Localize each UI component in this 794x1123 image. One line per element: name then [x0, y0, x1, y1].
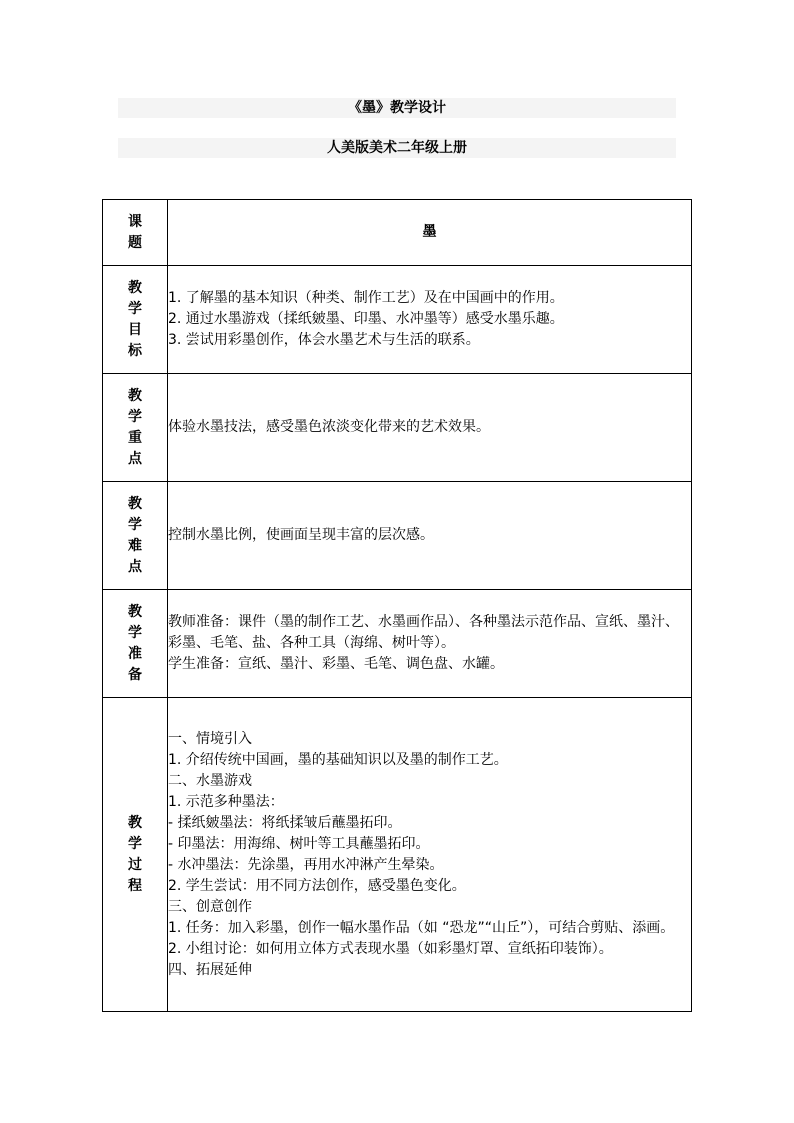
topic-value: 墨 [168, 200, 692, 266]
document-title: 《墨》教学设计 [118, 98, 676, 118]
goal-item: 2. 通过水墨游戏（揉纸皴墨、印墨、水冲墨等）感受水墨乐趣。 [168, 311, 564, 327]
row-topic [103, 200, 692, 266]
label-char: 教 [128, 495, 142, 512]
label-char: 重 [128, 429, 142, 446]
focus-content [168, 374, 692, 482]
label-char: 备 [128, 666, 142, 683]
label-char: 题 [128, 234, 142, 251]
focus-text: 体验水墨技法，感受墨色浓淡变化带来的艺术效果。 [168, 419, 490, 435]
label-char: 准 [128, 645, 142, 662]
row-prep [103, 590, 692, 698]
difficulty-text: 控制水墨比例，使画面呈现丰富的层次感。 [168, 527, 434, 543]
label-char: 学 [128, 835, 142, 852]
label-char: 学 [128, 408, 142, 425]
process-step: 1. 示范多种墨法： [168, 793, 284, 810]
label-char: 学 [128, 516, 142, 533]
label-char: 教 [128, 814, 142, 831]
label-char: 过 [128, 856, 142, 873]
document-subtitle: 人美版美术二年级上册 [118, 138, 676, 158]
label-process [103, 698, 168, 1012]
label-char: 点 [128, 450, 142, 467]
process-step: 1. 介绍传统中国画，墨的基础知识以及墨的制作工艺。 [168, 751, 508, 768]
row-difficulty [103, 482, 692, 590]
process-step: 1. 任务：加入彩墨，创作一幅水墨作品（如 “恐龙”“山丘”），可结合剪贴、添画。 [168, 919, 675, 936]
label-char: 学 [128, 624, 142, 641]
label-char: 标 [128, 342, 142, 359]
label-char: 教 [128, 279, 142, 296]
process-step: - 水冲墨法：先涂墨，再用水冲淋产生晕染。 [168, 856, 444, 873]
label-char: 课 [128, 213, 142, 230]
process-step: - 揉纸皴墨法：将纸揉皱后蘸墨拓印。 [168, 814, 402, 831]
process-content [168, 698, 692, 1012]
label-char: 程 [128, 877, 142, 894]
section-heading: 四、拓展延伸 [168, 961, 252, 978]
label-prep [103, 590, 168, 698]
row-goals [103, 266, 692, 374]
process-step: 2. 学生尝试：用不同方法创作，感受墨色变化。 [168, 877, 466, 894]
row-focus [103, 374, 692, 482]
label-char: 教 [128, 387, 142, 404]
section-heading: 三、创意创作 [168, 898, 252, 915]
label-difficulty [103, 482, 168, 590]
label-focus [103, 374, 168, 482]
teacher-prep: 教师准备：课件（墨的制作工艺、水墨画作品）、各种墨法示范作品、宣纸、墨汁、彩墨、毛笔、盐、各种工具（海绵、树叶等）。 [168, 614, 679, 651]
goals-content [168, 266, 692, 374]
row-process [103, 698, 692, 1012]
label-goals [103, 266, 168, 374]
goal-item: 3. 尝试用彩墨创作，体会水墨艺术与生活的联系。 [168, 332, 480, 348]
student-prep: 学生准备：宣纸、墨汁、彩墨、毛笔、调色盘、水罐。 [168, 656, 504, 672]
section-heading: 一、情境引入 [168, 730, 252, 747]
label-char: 教 [128, 603, 142, 620]
process-step: 2. 小组讨论：如何用立体方式表现水墨（如彩墨灯罩、宣纸拓印装饰）。 [168, 940, 613, 957]
process-step: - 印墨法：用海绵、树叶等工具蘸墨拓印。 [168, 835, 430, 852]
goal-item: 1. 了解墨的基本知识（种类、制作工艺）及在中国画中的作用。 [168, 290, 564, 306]
label-char: 目 [128, 321, 142, 338]
label-char: 学 [128, 300, 142, 317]
label-char: 点 [128, 558, 142, 575]
lesson-plan-table [102, 199, 692, 1012]
label-char: 难 [128, 537, 142, 554]
difficulty-content [168, 482, 692, 590]
section-heading: 二、水墨游戏 [168, 772, 252, 789]
label-topic [103, 200, 168, 266]
prep-content [168, 590, 692, 698]
